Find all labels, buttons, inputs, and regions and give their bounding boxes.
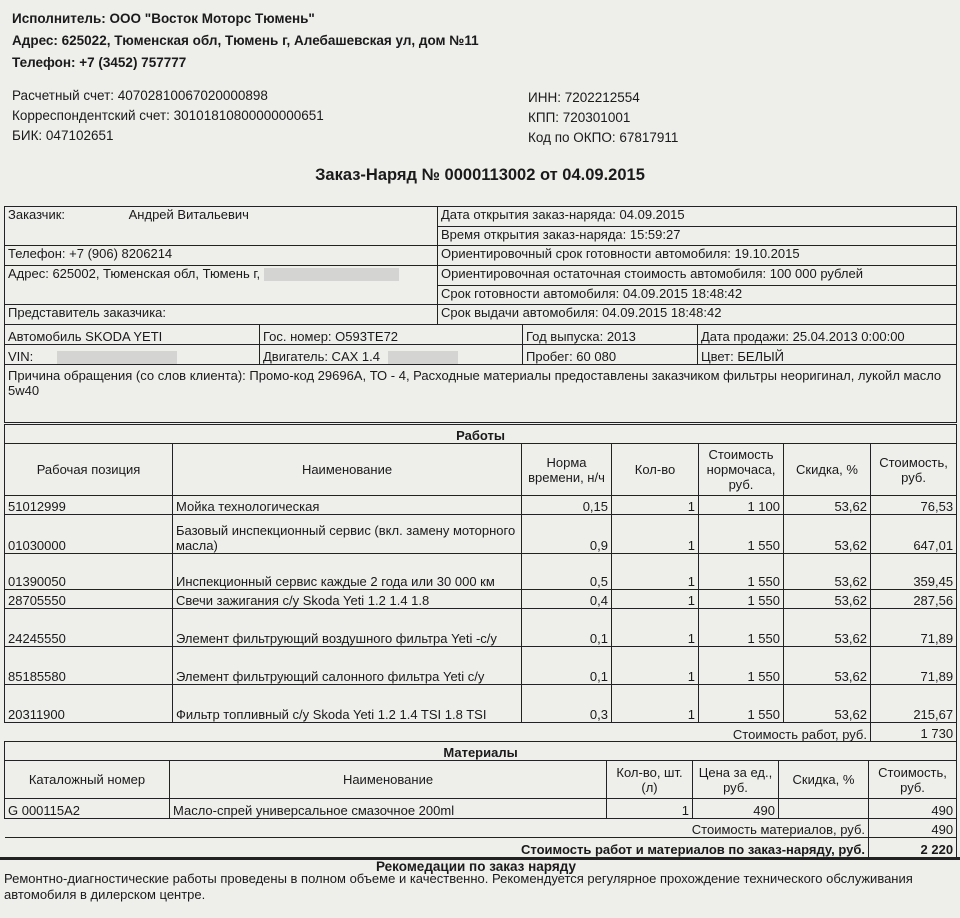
work-cost: 215,67 — [871, 685, 957, 723]
material-name: Масло-спрей универсальное смазочное 200ml — [170, 799, 607, 819]
work-name: Инспекционный сервис каждые 2 года или 30 000 км — [173, 554, 522, 590]
customer-info-table — [4, 206, 957, 325]
redacted-block — [264, 268, 399, 281]
work-discount: 53,62 — [784, 554, 871, 590]
col-discount: Скидка, % — [784, 444, 871, 496]
inn: ИНН: 7202212554 — [528, 90, 640, 105]
work-discount: 53,62 — [784, 496, 871, 515]
works-table — [4, 424, 957, 742]
grand-total: 2 220 — [869, 838, 957, 858]
year: Год выпуска: 2013 — [523, 325, 698, 345]
work-discount: 53,62 — [784, 590, 871, 609]
work-discount: 53,62 — [784, 515, 871, 554]
plate-number: Гос. номер: О593ТЕ72 — [260, 325, 523, 345]
materials-total: 490 — [869, 819, 957, 838]
work-rate: 1 550 — [699, 609, 784, 647]
work-cost: 71,89 — [871, 609, 957, 647]
est-value: Ориентировочная остаточная стоимость автомобиля: 100 000 рублей — [438, 266, 957, 286]
work-norm: 0,9 — [522, 515, 612, 554]
settlement-account: Расчетный счет: 40702810067020000898 — [12, 88, 268, 103]
col-unit-price: Цена за ед., руб. — [693, 761, 779, 799]
vehicle-info-table — [4, 324, 957, 423]
ready-date: Срок готовности автомобиля: 04.09.2015 18:48:42 — [438, 286, 957, 305]
kpp: КПП: 720301001 — [528, 110, 631, 125]
work-qty: 1 — [612, 647, 699, 685]
table-row — [5, 515, 957, 554]
work-code: 01390050 — [5, 554, 173, 590]
table-row — [5, 554, 957, 590]
works-total: 1 730 — [871, 723, 957, 742]
recommendations-text: Ремонтно-диагностические работы проведены в полном объеме и качественно. Рекомендуется регулярное прохождение технического обслуживания автомобиля в дилерском центре. — [4, 871, 913, 902]
col-work-name: Наименование — [173, 444, 522, 496]
open-time: Время открытия заказ-наряда: 15:59:27 — [438, 227, 957, 246]
col-material-discount: Скидка, % — [779, 761, 869, 799]
work-qty: 1 — [612, 515, 699, 554]
bik: БИК: 047102651 — [12, 128, 114, 143]
tax-codes — [528, 88, 678, 148]
col-material-name: Наименование — [170, 761, 607, 799]
vin-cell — [5, 345, 260, 365]
work-norm: 0,5 — [522, 554, 612, 590]
col-material-cost: Стоимость, руб. — [869, 761, 957, 799]
material-cost: 490 — [869, 799, 957, 819]
work-rate: 1 550 — [699, 590, 784, 609]
color: Цвет: БЕЛЫЙ — [698, 345, 957, 365]
contractor-address: Адрес: 625022, Тюменская обл, Тюмень г, Алебашевская ул, дом №11 — [12, 33, 479, 48]
work-cost: 71,89 — [871, 647, 957, 685]
work-cost: 287,56 — [871, 590, 957, 609]
work-cost: 76,53 — [871, 496, 957, 515]
col-catalog-number: Каталожный номер — [5, 761, 170, 799]
work-code: 01030000 — [5, 515, 173, 554]
grand-total-label: Стоимость работ и материалов по заказ-наряду, руб. — [5, 838, 869, 858]
customer-address: Адрес: 625002, Тюменская обл, Тюмень г, — [8, 266, 261, 281]
recommendations-title: Рекомедации по заказ наряду — [376, 859, 576, 874]
work-norm: 0,1 — [522, 647, 612, 685]
okpo: Код по ОКПО: 67817911 — [528, 130, 679, 145]
contractor-phone: Телефон: +7 (3452) 757777 — [12, 55, 187, 70]
table-row — [5, 609, 957, 647]
material-discount — [779, 799, 869, 819]
col-work-position: Рабочая позиция — [5, 444, 173, 496]
representative: Представитель заказчика: — [5, 305, 438, 325]
work-rate: 1 550 — [699, 685, 784, 723]
work-rate: 1 550 — [699, 554, 784, 590]
col-cost: Стоимость, руб. — [871, 444, 957, 496]
table-row — [5, 799, 957, 819]
customer-label: Заказчик: — [8, 207, 66, 222]
car-model: Автомобиль SKODA YETI — [5, 325, 260, 345]
work-norm: 0,1 — [522, 609, 612, 647]
est-ready-date: Ориентировочный срок готовности автомобиля: 19.10.2015 — [438, 246, 957, 266]
mileage: Пробег: 60 080 — [523, 345, 698, 365]
customer-address-cell — [5, 266, 438, 305]
work-name: Элемент фильтрующий воздушного фильтра Yeti -с/у — [173, 609, 522, 647]
col-material-qty: Кол-во, шт. (л) — [607, 761, 693, 799]
redacted-block — [388, 351, 458, 364]
work-qty: 1 — [612, 685, 699, 723]
vin: VIN: — [8, 348, 37, 364]
work-qty: 1 — [612, 609, 699, 647]
material-price: 490 — [693, 799, 779, 819]
work-qty: 1 — [612, 554, 699, 590]
work-code: 85185580 — [5, 647, 173, 685]
work-qty: 1 — [612, 590, 699, 609]
work-qty: 1 — [612, 496, 699, 515]
col-norm-time: Норма времени, н/ч — [522, 444, 612, 496]
work-name: Элемент фильтрующий салонного фильтра Yeti с/у — [173, 647, 522, 685]
col-qty: Кол-во — [612, 444, 699, 496]
table-row — [5, 647, 957, 685]
customer-name: Андрей Витальевич — [128, 207, 249, 222]
work-code: 20311900 — [5, 685, 173, 723]
work-discount: 53,62 — [784, 647, 871, 685]
work-code: 28705550 — [5, 590, 173, 609]
table-row — [5, 496, 957, 515]
work-rate: 1 550 — [699, 515, 784, 554]
work-norm: 0,3 — [522, 685, 612, 723]
work-norm: 0,15 — [522, 496, 612, 515]
work-norm: 0,4 — [522, 590, 612, 609]
contractor-name: Исполнитель: ООО "Восток Моторс Тюмень" — [12, 11, 315, 26]
material-qty: 1 — [607, 799, 693, 819]
materials-total-label: Стоимость материалов, руб. — [5, 819, 869, 838]
reason: Причина обращения (со слов клиента): Промо-код 29696А, ТО - 4, Расходные материалы предоставлены заказчиком фильтры неоригинал, лукойл масло 5w40 — [5, 365, 957, 423]
work-code: 24245550 — [5, 609, 173, 647]
material-code: G 000115A2 — [5, 799, 170, 819]
sale-date: Дата продажи: 25.04.2013 0:00:00 — [698, 325, 957, 345]
work-name: Мойка технологическая — [173, 496, 522, 515]
engine-cell — [260, 345, 523, 365]
materials-table — [4, 741, 957, 858]
customer-phone: Телефон: +7 (906) 8206214 — [5, 246, 438, 266]
work-discount: 53,62 — [784, 685, 871, 723]
col-hour-rate: Стоимость нормочаса, руб. — [699, 444, 784, 496]
document-title: Заказ-Наряд № 0000113002 от 04.09.2015 — [315, 166, 645, 184]
customer-cell — [5, 207, 438, 246]
open-date: Дата открытия заказ-наряда: 04.09.2015 — [438, 207, 957, 227]
contractor-header — [12, 8, 479, 74]
issue-date: Срок выдачи автомобиля: 04.09.2015 18:48:42 — [438, 305, 957, 325]
work-code: 51012999 — [5, 496, 173, 515]
work-discount: 53,62 — [784, 609, 871, 647]
works-total-label: Стоимость работ, руб. — [5, 723, 871, 742]
works-section-title: Работы — [5, 425, 957, 444]
work-cost: 359,45 — [871, 554, 957, 590]
work-name: Фильтр топливный с/у Skoda Yeti 1.2 1.4 TSI 1.8 TSI — [173, 685, 522, 723]
materials-section-title: Материалы — [5, 742, 957, 761]
work-name: Свечи зажигания с/у Skoda Yeti 1.2 1.4 1.8 — [173, 590, 522, 609]
table-row — [5, 590, 957, 609]
table-row — [5, 685, 957, 723]
correspondent-account: Корреспондентский счет: 30101810800000000651 — [12, 108, 324, 123]
work-rate: 1 550 — [699, 647, 784, 685]
bank-details — [12, 86, 324, 146]
work-name: Базовый инспекционный сервис (вкл. замену моторного масла) — [173, 515, 522, 554]
redacted-block — [57, 351, 177, 364]
work-cost: 647,01 — [871, 515, 957, 554]
work-rate: 1 100 — [699, 496, 784, 515]
engine: Двигатель: CAX 1.4 — [263, 348, 380, 364]
